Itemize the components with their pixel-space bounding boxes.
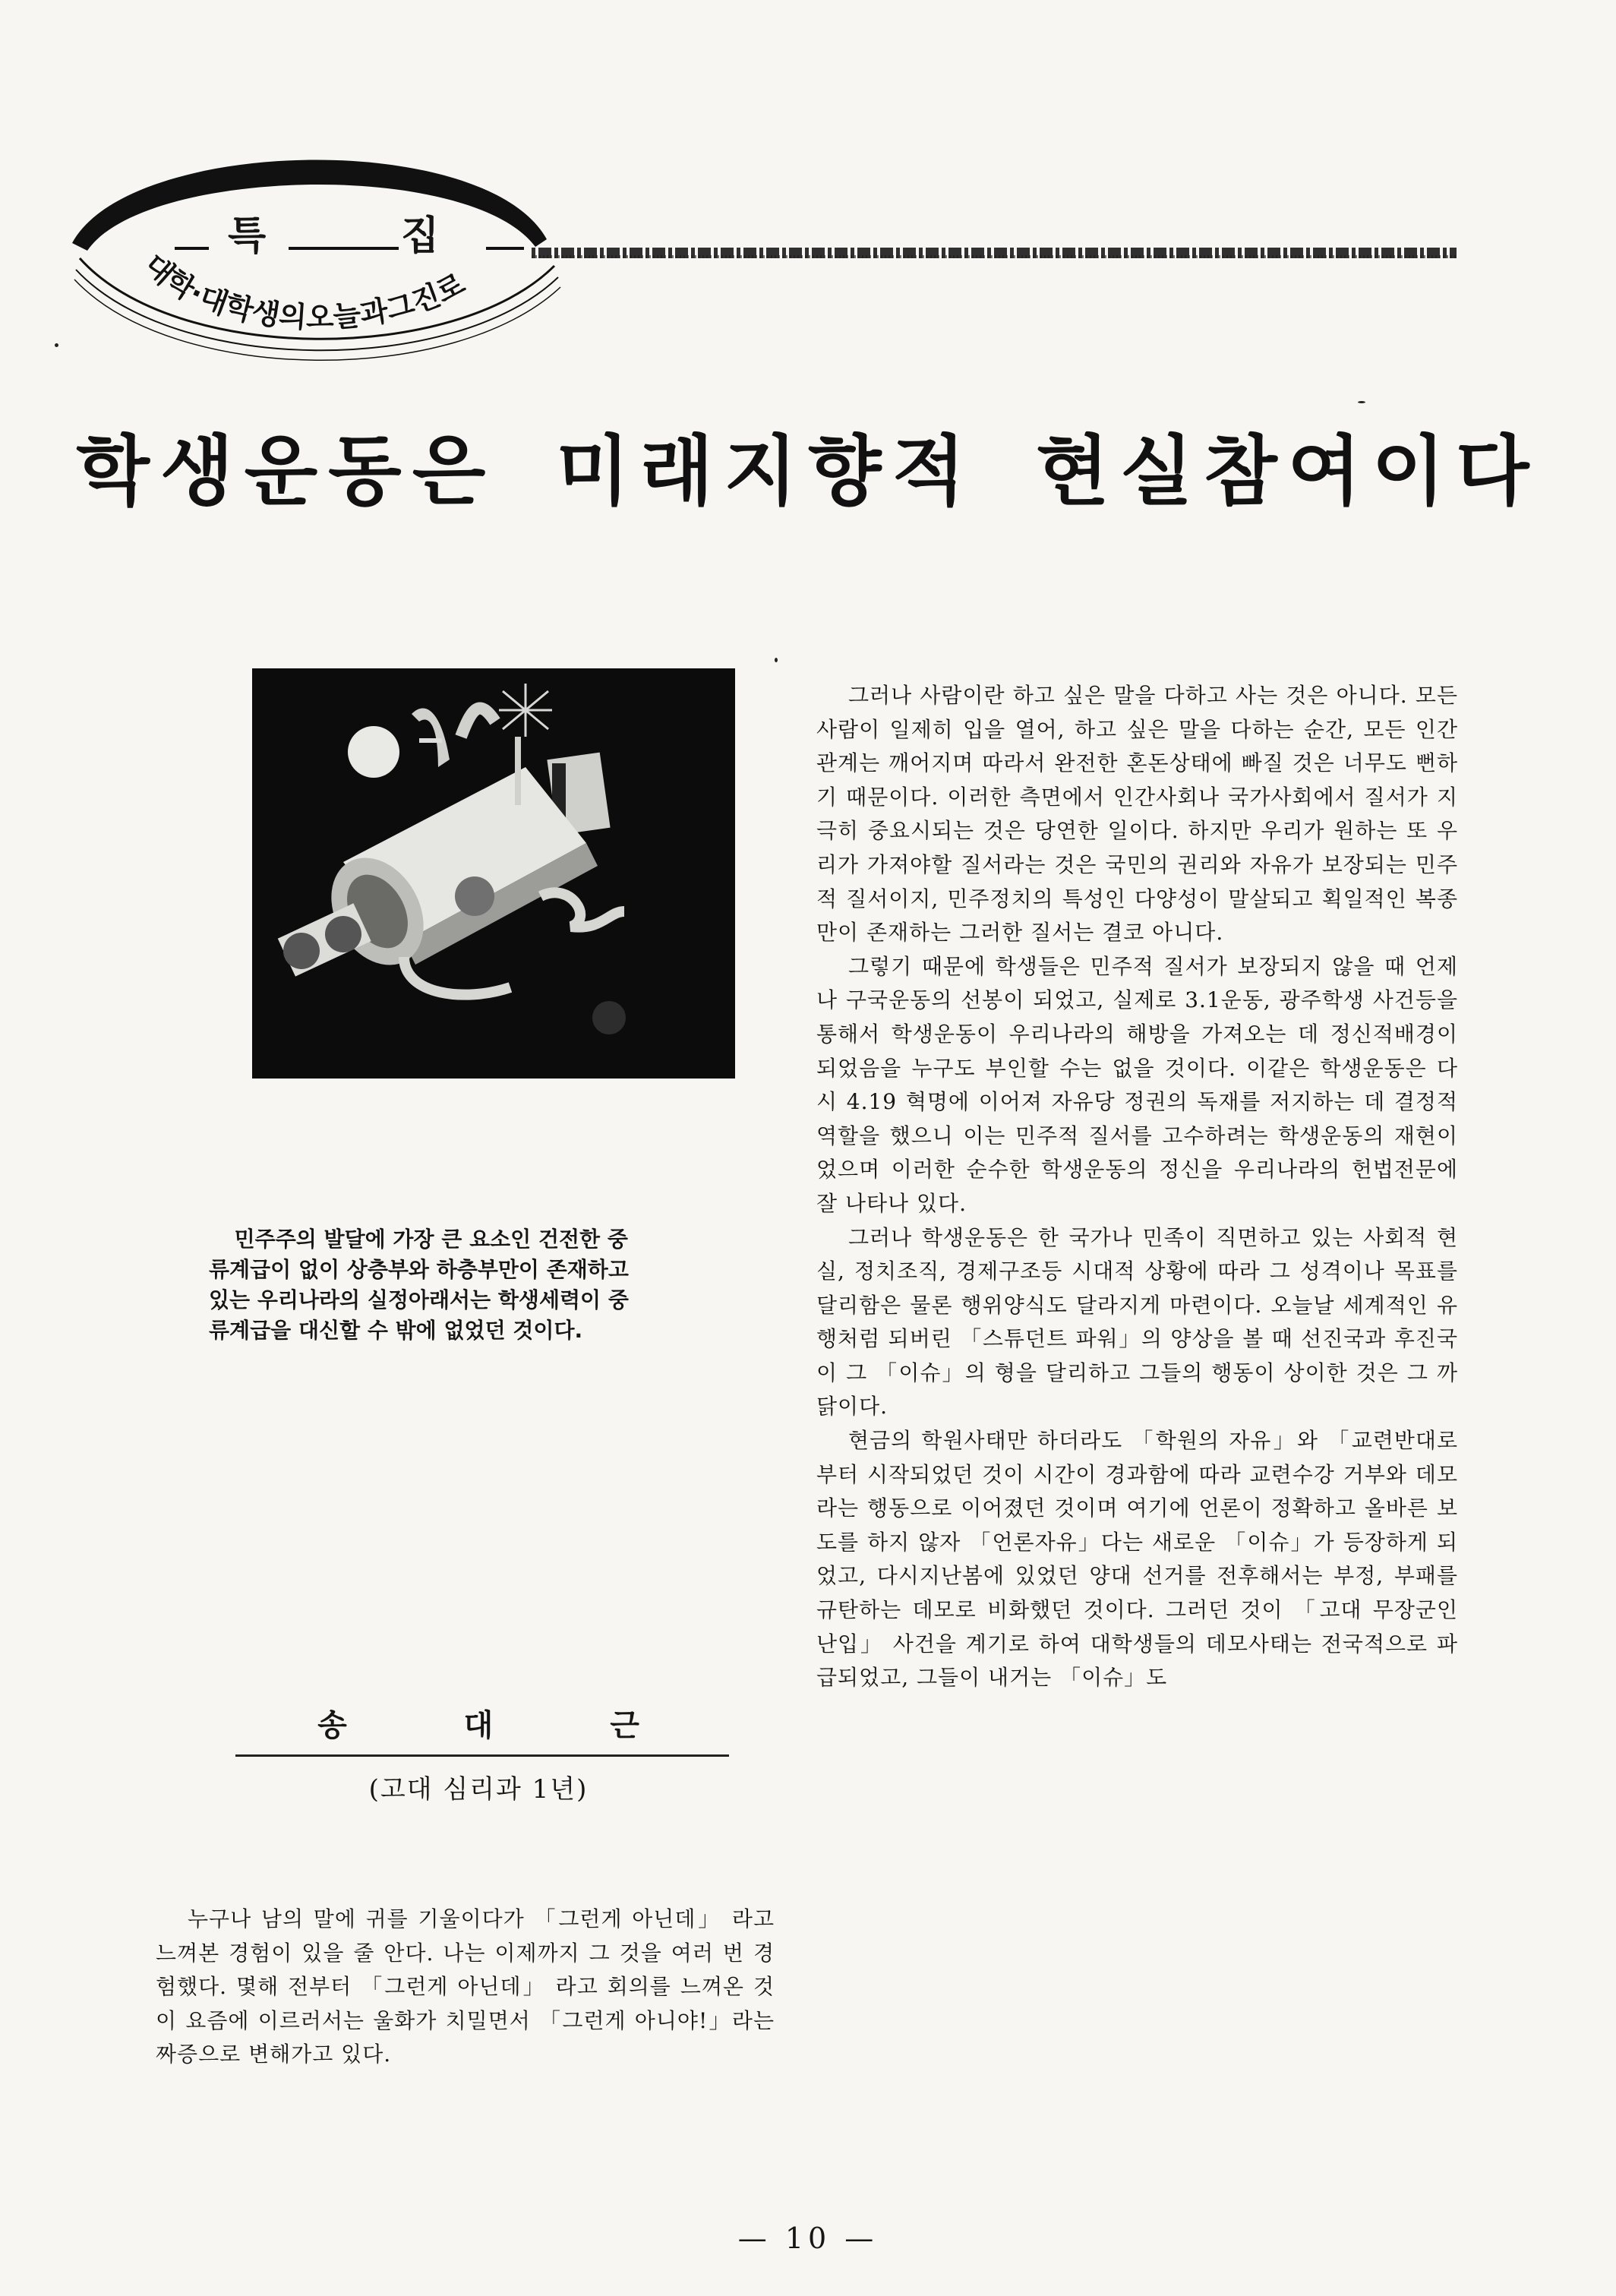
body-paragraph: 누구나 남의 말에 귀를 기울이다가 「그런게 아닌데」 라고 느껴본 경험이 있을 줄 안다. 나는 이제까지 그 것을 여러 번 경험했다. 몇해 전부터 「그런게 아닌데」 라고 회의를 느껴온 것이 요즘에 이르러서는 울화가 치밀면서 「그런게 아니야!」라는 짜증으로 변해가고 있다. — [156, 1906, 775, 2067]
section-subtitle: 대학·대학생의오늘과그진로 — [137, 248, 471, 334]
byline-rule — [235, 1754, 729, 1757]
section-label-left: 특 — [228, 213, 270, 259]
section-label-right: 집 — [401, 213, 443, 259]
pull-quote-line: 있는 우리나라의 실정아래서는 학생세력이 중 — [209, 1287, 629, 1312]
print-speck — [775, 658, 778, 662]
body-paragraph: 그렇기 때문에 학생들은 민주적 질서가 보장되지 않을 때 언제나 구국운동의 선봉이 되었고, 실제로 3.1운동, 광주학생 사건등을 통해서 학생운동이 우리나라의 해방을 가져오는 데 정신적배경이 되었음을 누구도 부인할 수는 없을 것이다. 이같은 학생운동은 다시 4.19 혁명에 이어져 자유당 정권의 독재를 저지하는 데 결정적 역할을 했으니 이는 민주적 질서를 고수하려는 학생운동의 재현이었으며 이러한 순수한 학생운동의 정신을 우리나라의 헌법전문에 잘 나타나 있다. — [816, 953, 1458, 1216]
illustration-moon — [348, 726, 399, 778]
body-column-left — [156, 1903, 775, 2072]
body-column-right — [816, 679, 1458, 1695]
pull-quote-line: 민주주의 발달에 가장 큰 요소인 건전한 중 — [234, 1227, 628, 1252]
body-paragraph: 그러나 사람이란 하고 싶은 말을 다하고 사는 것은 아니다. 모든 사람이 일제히 입을 열어, 하고 싶은 말을 다하는 순간, 모든 인간관계는 깨어지며 따라서 완전한 혼돈상태에 빠질 것은 너무도 뻔하기 때문이다. 이러한 측면에서 인간사회나 국가사회에서 질서가 지극히 중요시되는 것은 당연한 일이다. 하지만 우리가 원하는 또 우리가 가져야할 질서라는 것은 국민의 권리와 자유가 보장되는 민주적 질서이지, 민주정치의 특성인 다양성이 말살되고 획일적인 복종만이 존재하는 그러한 질서는 결코 아니다. — [816, 683, 1458, 946]
pull-quote — [209, 1224, 733, 1346]
page-number: — 10 — — [737, 2222, 879, 2255]
header-dotted-rule-secondary — [532, 255, 1457, 258]
section-emblem — [61, 114, 577, 365]
print-speck — [55, 343, 58, 347]
article-title: 학생운동은 미래지향적 현실참여이다 — [76, 427, 1540, 516]
emblem-arch — [72, 160, 547, 251]
body-paragraph: 현금의 학원사태만 하더라도 「학원의 자유」와 「교련반대로 부터 시작되었던 것이 시간이 경과함에 따라 교련수강 거부와 데모라는 행동으로 이어졌던 것이며 여기에 언론이 정확하고 올바른 보도를 하지 않자 「언론자유」다는 새로운 「이슈」가 등장하게 되었고, 다시지난봄에 있었던 양대 선거를 전후해서는 부정, 부패를 규탄하는 데모로 비화했던 것이다. 그러던 것이 「고대 무장군인 난입」 사건을 계기로 하여 대학생들의 데모사태는 전국적으로 파급되었고, 그들이 내거는 「이슈」도 — [816, 1428, 1458, 1691]
pull-quote-line: 류계급을 대신할 수 밖에 없었던 것이다. — [209, 1318, 583, 1343]
author-name: 송 대 근 — [317, 1708, 693, 1743]
author-affiliation: (고대 심리과 1년) — [368, 1774, 589, 1805]
article-illustration — [252, 668, 735, 1079]
body-paragraph: 그러나 학생운동은 한 국가나 민족이 직면하고 있는 사회적 현실, 정치조직, 경제구조등 시대적 상황에 따라 그 성격이나 목표를 달리함은 물론 행위양식도 달라지게 마련이다. 오늘날 세계적인 유행처럼 되버린 「스튜던트 파워」의 양상을 볼 때 선진국과 후진국이 그 「이슈」의 형을 달리하고 그들의 행동이 상이한 것은 그 까닭이다. — [816, 1224, 1458, 1420]
print-speck — [1358, 401, 1365, 403]
pull-quote-line: 류계급이 없이 상층부와 하층부만이 존재하고 — [209, 1257, 629, 1282]
